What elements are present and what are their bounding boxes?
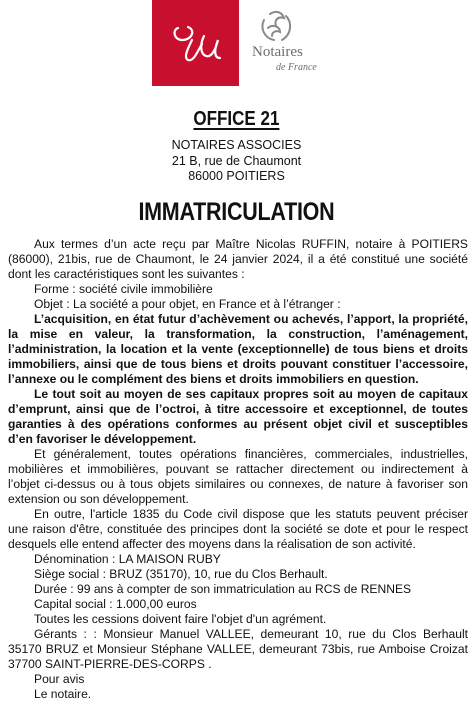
paragraph-signature: Le notaire. [34,687,92,701]
paragraph-intro: Aux termes d’un acte reçu par Maître Nicolas RUFFIN, notaire à POITIERS (86000), 21bis, rue de Chaumont, le 24 janvier 2024, il a été constitué une société dont les caractéristiques sont les suivantes : [8,237,468,281]
paragraph-generalement: Et généralement, toutes opérations financières, commerciales, industrielles, mobilières et immobilières, pouvant se rattacher directement ou indirectement à l’objet ci-dessus ou à tous objets similaires ou connexes, de nature à favoriser son extension ou son développement. [8,447,468,506]
paragraph-capital: Capital social : 1.000,00 euros [34,597,197,611]
office-name: OFFICE 21 [193,108,280,130]
paragraph-gerants: Gérants : : Monsieur Manuel VALLEE, demeurant 10, rue du Clos Berhault 35170 BRUZ et Monsieur Stéphane VALLEE, demeurant 73bis, rue Amboise Croizat 37700 SAINT-PIERRE-DES-CORPS . [8,627,468,671]
office-line-1: NOTAIRES ASSOCIES [171,138,302,152]
paragraph-raison-etre: En outre, l'article 1835 du Code civil dispose que les statuts peuvent préciser une raison d'être, constituée des principes dont la société se dote et pour le respect desquels elle entend affecter des moyens dans la réalisation de son activité. [8,507,468,551]
notary-monogram-icon [152,0,239,86]
paragraph-duree: Durée : 99 ans à compter de son immatriculation au RCS de RENNES [34,582,412,596]
notaires-logo-subtitle: de France [276,62,317,73]
page-title: IMMATRICULATION [138,198,335,226]
notaires-logo-name: Notaires [252,44,303,60]
header-logos [0,0,473,90]
announcement-body [8,237,468,702]
paragraph-siege: Siège social : BRUZ (35170), 10, rue du Clos Berhault. [34,567,328,581]
paragraph-denomination: Dénomination : LA MAISON RUBY [34,552,221,566]
paragraph-financement: Le tout soit au moyen de ses capitaux propres soit au moyen de capitaux d’emprunt, ainsi que de l’octroi, à titre accessoire et exceptionnel, de toutes garanties à des opérations conformes au présent objet civil et susceptibles d’en favoriser le développement. [8,387,468,446]
paragraph-pour-avis: Pour avis [34,672,85,686]
office-line-3: 86000 POITIERS [188,169,285,183]
paragraph-forme: Forme : société civile immobilière [34,282,213,296]
paragraph-cessions: Toutes les cessions doivent faire l'objet d'un agrément. [34,612,327,626]
paragraph-objet-detail: L’acquisition, en état futur d’achèvement ou achevés, l’apport, la propriété, la mise en valeur, la transformation, la construction, l’aménagement, l’administration, la location et la vente (exceptionnelle) de tous biens et droits immobiliers, ainsi que de tous biens et droits pouvant constituer l’accessoire, l’annexe ou le complément des biens et droits immobiliers en question. [8,312,468,386]
office-line-2: 21 B, rue de Chaumont [171,154,302,168]
paragraph-objet: Objet : La société a pour objet, en France et à l’étranger : [34,297,341,311]
